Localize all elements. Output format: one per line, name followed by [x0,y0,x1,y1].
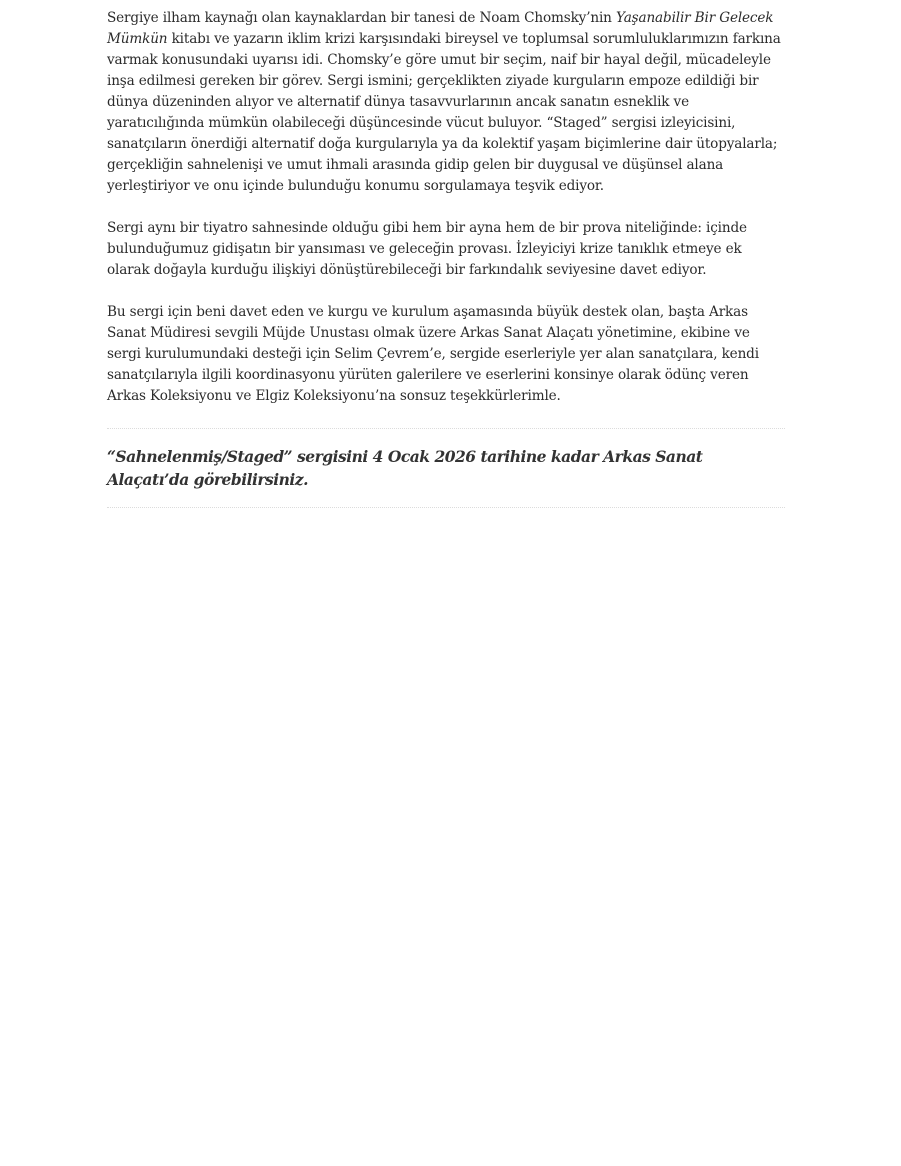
paragraph-inspiration-intro: Sergiye ilham kaynağı olan kaynaklardan bir tanesi de Noam Chomsky’nin [107,10,616,26]
paragraph-thanks: Bu sergi için beni davet eden ve kurgu ve kurulum aşamasında büyük destek olan, başta Arkas Sanat Müdiresi sevgili Müjde Unustası olmak üzere Arkas Sanat Alaçatı yönetimine, ekibine ve sergi kurulumundaki desteği için Selim Çevrem’e, sergide eserleriyle yer alan sanatçılara, kendi sanatçılarıyla ilgili koordinasyonu yürüten galerilere ve eserlerini konsinye olarak ödünç veren Arkas Koleksiyonu ve Elgiz Koleksiyonu’na sonsuz teşekkürlerimle. [107,304,759,404]
closing-note-block [107,428,785,508]
paragraph-inspiration [107,8,785,197]
book-title: Yaşanabilir Bir Gelecek Mümkün [107,10,774,47]
closing-note: “Sahnelenmiş/Staged” sergisini 4 Ocak 2026 tarihine kadar Arkas Sanat Alaçatı’da görebilirsiniz. [107,447,703,489]
article-body [107,8,785,508]
paragraph-inspiration-rest: kitabı ve yazarın iklim krizi karşısındaki bireysel ve toplumsal sorumluluklarımızın farkına varmak konusundaki uyarısı idi. Chomsky’e göre umut bir seçim, naif bir hayal değil, mücadeleyle inşa edilmesi gereken bir görev. Sergi ismini; gerçeklikten ziyade kurguların empoze edildiği bir dünya düzeninden alıyor ve alternatif dünya tasavvurlarının ancak sanatın esneklik ve yaratıcılığında mümkün olabileceği düşüncesinde vücut buluyor. “Staged” sergisi izleyicisini, sanatçıların önerdiği alternatif doğa kurgularıyla ya da kolektif yaşam biçimlerine dair ütopyalarla; gerçekliğin sahnelenişi ve umut ihmali arasında gidip gelen bir duygusal ve düşünsel alana yerleştiriyor ve onu içinde bulunduğu konumu sorgulamaya teşvik ediyor. [107,31,781,194]
paragraph-stage: Sergi aynı bir tiyatro sahnesinde olduğu gibi hem bir ayna hem de bir prova niteliğinde: içinde bulunduğumuz gidişatın bir yansıması ve geleceğin provası. İzleyiciyi krize tanıklık etmeye ek olarak doğayla kurduğu ilişkiyi dönüştürebileceği bir farkındalık seviyesine davet ediyor. [107,220,747,278]
